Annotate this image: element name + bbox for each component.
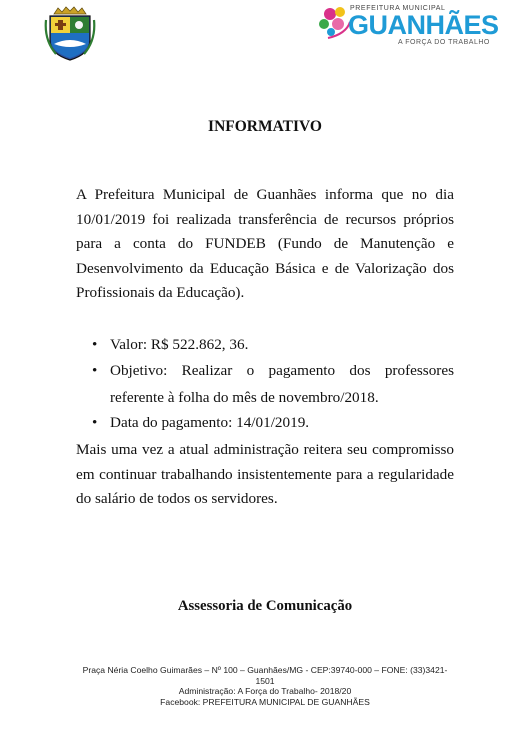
list-item [76,411,454,435]
list-item [76,333,454,357]
logo-tagline: A FORÇA DO TRABALHO [398,39,490,46]
document-title: INFORMATIVO [208,118,322,135]
list-item-text: Data do pagamento: 14/01/2019. [110,414,310,431]
footer-address: Praça Néria Coelho Guimarães – Nº 100 – Guanhães/MG - CEP:39740-000 – FONE: (33)3421-1501 [82,665,448,686]
coat-of-arms-icon [44,6,96,62]
closing-paragraph: Mais uma vez a atual administração reitera seu compromisso em continuar trabalhando insistentemente para a regularidade do salário de todos os servidores. [76,441,454,507]
bullet-icon: • [92,362,98,379]
details-list [76,333,454,435]
logo-main-text: GUANHÃES [348,10,499,40]
intro-paragraph: A Prefeitura Municipal de Guanhães informa que no dia 10/01/2019 foi realizada transferência de recursos próprios para a conta do FUNDEB (Fundo de Manutenção e Desenvolvimento da Educação Básica e de Valorização dos Profissionais da Educação). [76,186,454,301]
list-item [76,357,454,411]
footer [80,665,450,707]
footer-facebook: Facebook: PREFEITURA MUNICIPAL DE GUANHÃES [160,696,370,707]
footer-administration: Administração: A Força do Trabalho- 2018/20 [178,686,352,697]
bullet-icon: • [92,336,98,353]
list-item-text: Objetivo: Realizar o pagamento dos professores referente à folha do mês de novembro/2018. [110,362,454,406]
logo-small-text: PREFEITURA MUNICIPAL [350,5,446,12]
bullet-icon: • [92,414,98,431]
signature: Assessoria de Comunicação [177,598,353,614]
list-item-text: Valor: R$ 522.862, 36. [110,336,249,353]
